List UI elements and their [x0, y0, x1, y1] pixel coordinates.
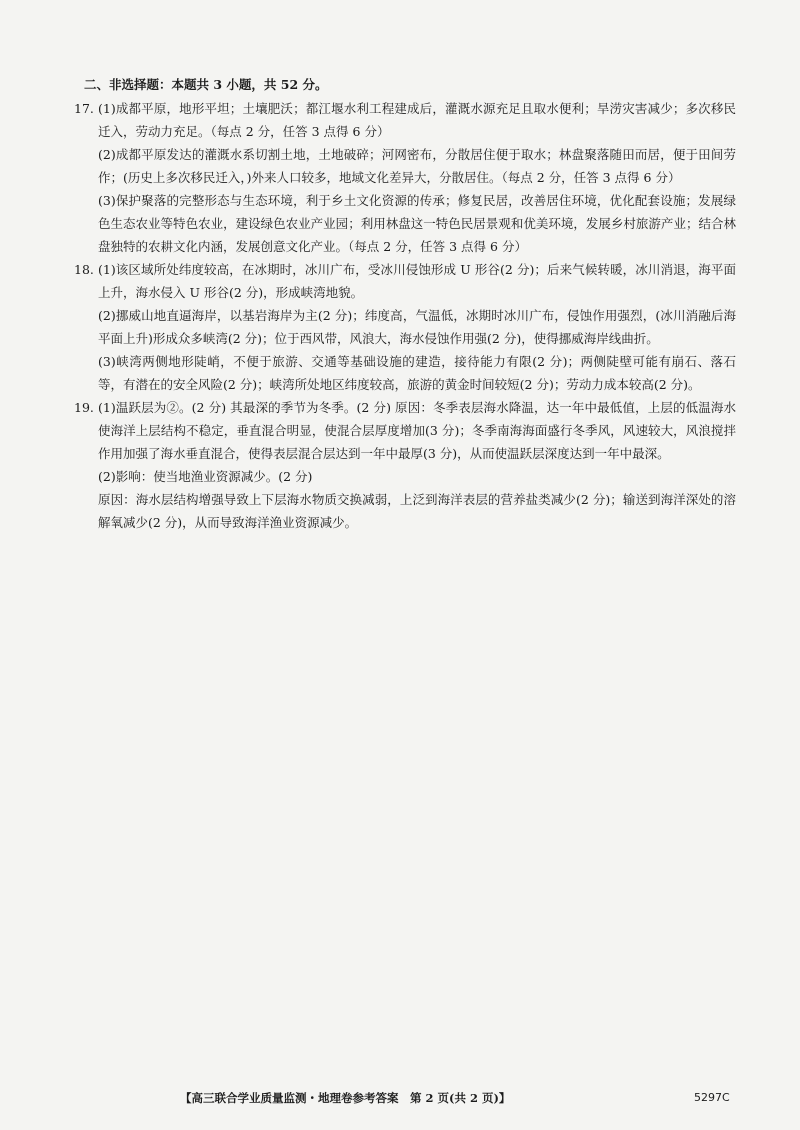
section-title: 二、非选择题：本题共 3 小题，共 52 分。	[84, 77, 328, 92]
question-number: 18.	[74, 262, 94, 277]
question-part: (1)该区域所处纬度较高，在冰期时，冰川广布，受冰川侵蚀形成 U 形谷(2 分)；后来气候转暖，冰川消退，海平面上升，海水侵入 U 形谷(2 分)，形成峡湾地貌。	[98, 262, 736, 300]
question-18	[74, 258, 736, 396]
answer-page	[74, 74, 736, 534]
question-part: (2)挪威山地直逼海岸，以基岩海岸为主(2 分)；纬度高，气温低，冰期时冰川广布，侵蚀作用强烈，(冰川消融后海平面上升)形成众多峡湾(2 分)；位于西风带，风浪大，海水侵蚀作用强(2 分)，使得挪威海岸线曲折。	[98, 308, 736, 346]
question-number: 19.	[74, 400, 94, 415]
question-part: (1)温跃层为②。(2 分) 其最深的季节为冬季。(2 分) 原因：冬季表层海水降温，达一年中最低值，上层的低温海水使海洋上层结构不稳定，垂直混合明显，使混合层厚度增加(3 分)；冬季南海海面盛行冬季风，风速较大，风浪搅拌作用加强了海水垂直混合，使得表层混合层达到一年中最厚(3 分)，从而使温跃层深度达到一年中最深。	[98, 400, 736, 461]
question-part: (1)成都平原，地形平坦；土壤肥沃；都江堰水利工程建成后，灌溉水源充足且取水便利；旱涝灾害减少；多次移民迁入，劳动力充足。（每点 2 分，任答 3 点得 6 分）	[98, 101, 736, 139]
question-part: (3)保护聚落的完整形态与生态环境，利于乡土文化资源的传承；修复民居，改善居住环境，优化配套设施；发展绿色生态农业等特色农业，建设绿色农业产业园；利用林盘这一特色民居景观和优美环境，发展乡村旅游产业；结合林盘独特的农耕文化内涵，发展创意文化产业。（每点 2 分，任答 3 点得 6 分）	[98, 193, 736, 254]
footer-code: 5297C	[694, 1091, 730, 1104]
question-part: (2)影响：使当地渔业资源减少。(2 分)	[98, 469, 313, 484]
question-17	[74, 97, 736, 258]
footer-title: 【高三联合学业质量监测・地理卷参考答案 第 2 页(共 2 页)】	[180, 1091, 511, 1105]
question-part: (3)峡湾两侧地形陡峭，不便于旅游、交通等基础设施的建造，接待能力有限(2 分)；两侧陡壁可能有崩石、落石等，有潜在的安全风险(2 分)；峡湾所处地区纬度较高，旅游的黄金时间较短(2 分)；劳动力成本较高(2 分)。	[98, 354, 736, 392]
question-19	[74, 396, 736, 534]
question-number: 17.	[74, 101, 94, 116]
question-part: (2)成都平原发达的灌溉水系切割土地，土地破碎；河网密布，分散居住便于取水；林盘聚落随田而居，便于田间劳作；(历史上多次移民迁入，)外来人口较多，地域文化差异大，分散居住。（每点 2 分，任答 3 点得 6 分）	[98, 147, 736, 185]
question-part: 原因：海水层结构增强导致上下层海水物质交换减弱，上泛到海洋表层的营养盐类减少(2 分)；输送到海洋深处的溶解氧减少(2 分)，从而导致海洋渔业资源减少。	[98, 492, 736, 530]
